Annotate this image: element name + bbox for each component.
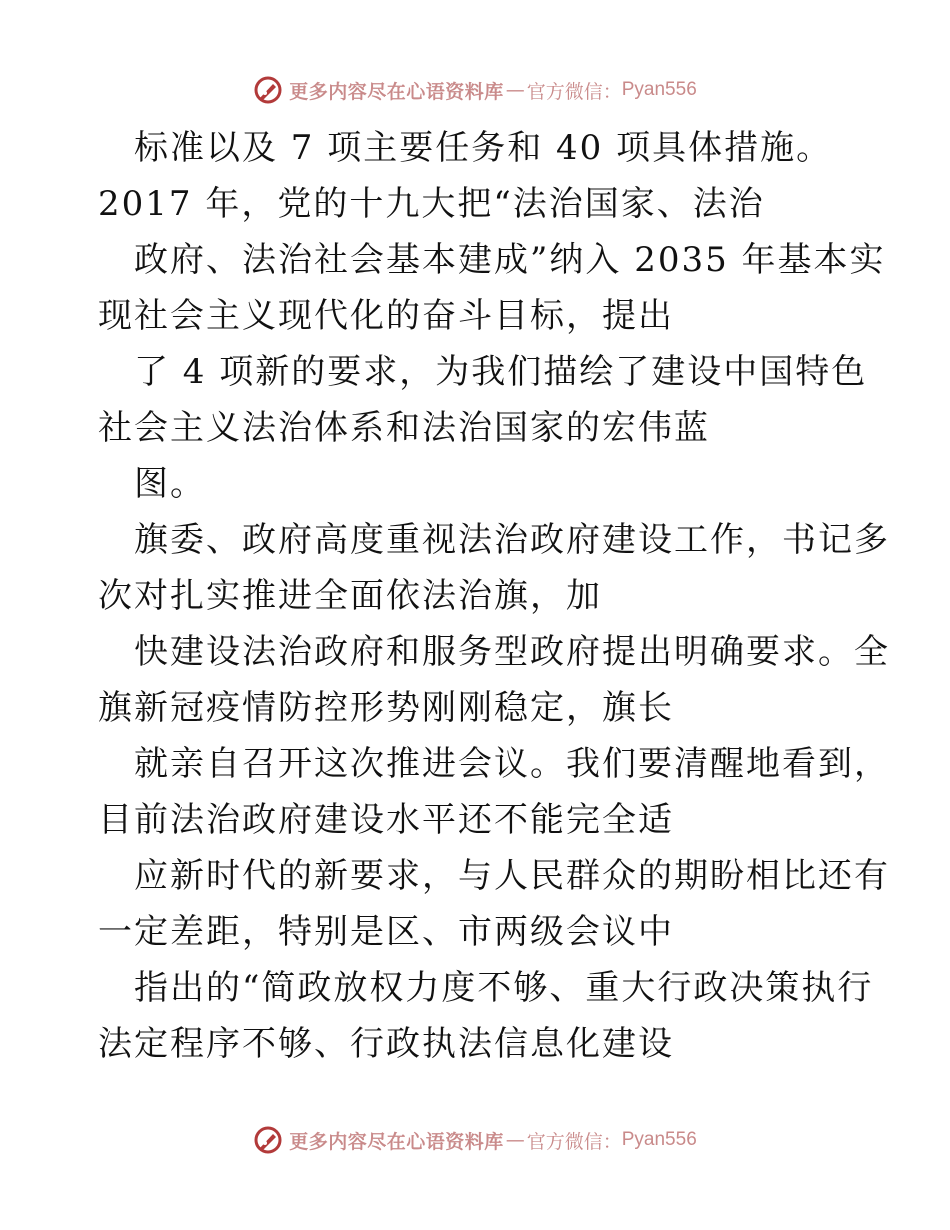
body-line: 旗委、政府高度重视法治政府建设工作，书记多	[134, 520, 890, 560]
banner-dash: —	[505, 1129, 525, 1151]
body-line: 图。	[134, 464, 206, 504]
body-line: 旗新冠疫情防控形势刚刚稳定，旗长	[98, 688, 674, 728]
banner-promo-text: 更多内容尽在心语资料库	[289, 1130, 504, 1153]
banner-dash: —	[505, 79, 525, 101]
banner-contact-label: 官方微信：	[526, 80, 622, 103]
body-line: 标准以及 7 项主要任务和 40 项具体措施。	[134, 128, 833, 168]
banner-wechat-handle: Pyan556	[621, 1129, 697, 1150]
body-line: 政府、法治社会基本建成”纳入 2035 年基本实	[134, 240, 886, 280]
body-line: 社会主义法治体系和法治国家的宏伟蓝	[98, 408, 710, 448]
body-line: 就亲自召开这次推进会议。我们要清醒地看到，	[134, 744, 890, 784]
body-line: 指出的“简政放权力度不够、重大行政决策执行	[134, 968, 874, 1008]
footer-banner	[0, 1120, 950, 1160]
body-line: 一定差距，特别是区、市两级会议中	[98, 912, 674, 952]
banner-wechat-handle: Pyan556	[621, 79, 697, 100]
body-line: 应新时代的新要求，与人民群众的期盼相比还有	[134, 856, 890, 896]
banner-promo-text: 更多内容尽在心语资料库	[289, 80, 504, 103]
header-banner	[0, 70, 950, 110]
body-line: 了 4 项新的要求，为我们描绘了建设中国特色	[134, 352, 868, 392]
body-line: 2017 年，党的十九大把“法治国家、法治	[98, 184, 765, 224]
body-line: 目前法治政府建设水平还不能完全适	[98, 800, 674, 840]
body-line: 次对扎实推进全面依法治旗，加	[98, 576, 602, 616]
pen-circle-logo-icon	[253, 75, 283, 105]
body-line: 现社会主义现代化的奋斗目标，提出	[98, 296, 674, 336]
banner-contact-label: 官方微信：	[526, 1130, 622, 1153]
pen-circle-logo-icon	[253, 1125, 283, 1155]
body-line: 法定程序不够、行政执法信息化建设	[98, 1024, 674, 1064]
body-line: 快建设法治政府和服务型政府提出明确要求。全	[134, 632, 890, 672]
document-body	[98, 120, 888, 1072]
